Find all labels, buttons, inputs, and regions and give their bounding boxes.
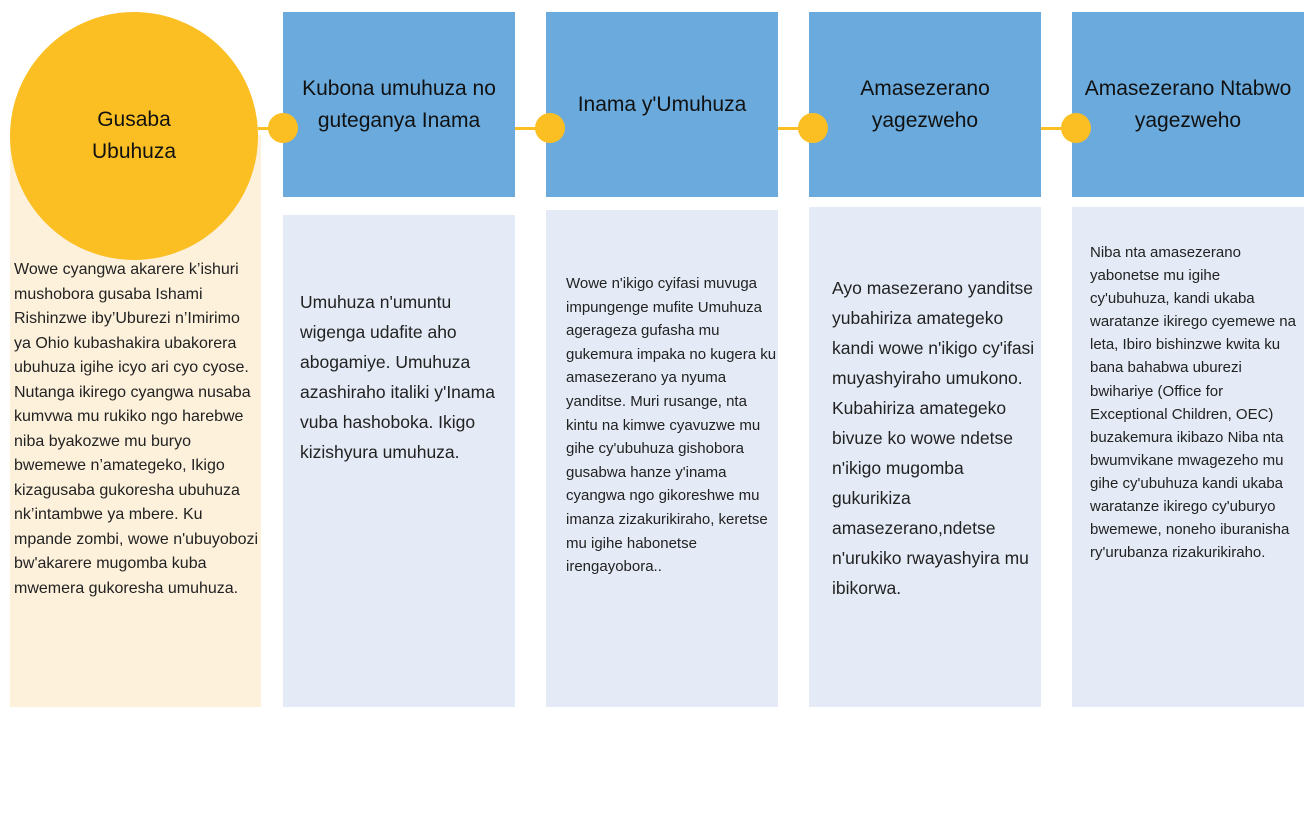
step-1-circle	[10, 12, 258, 260]
step-4-title: Amasezerano yagezweho	[860, 76, 990, 132]
step-1-text: Wowe cyangwa akarere k’ishuri mushobora gusaba Ishami Rishinzwe iby’Uburezi n’Imirimo ya Ohio kubashakira ubakorera ubuhuza igihe icyo ari cyo cyose. Nutanga ikirego cyangwa nusaba kumvwa mu rukiko ngo harebwe niba byakozwe mu buryo bwemewe n’amategeko, Ikigo kizagusaba gukoresha ubuhuza nk’intambwe ya mbere. Ku mpande zombi, wowe n'ubuyobozi bw'akarere mugomba kuba mwemera gukoresha umuhuza.	[14, 261, 259, 597]
step-3-text: Wowe n'ikigo cyifasi muvuga impungenge mufite Umuhuza agerageza gufasha mu gukemura impaka no kugera ku amasezerano ya nyuma yanditse. Muri rusange, nta kintu na kimwe cyavuzwe mu gihe cy'ubuhuza gishobora gusabwa hanze y'inama cyangwa ngo gikoreshwe mu imanza zizakurikiraho, keretse mu igihe habonetse irengayobora..	[566, 275, 777, 576]
step-2-text: Umuhuza n'umuntu wigenga udafite aho abogamiye. Umuhuza azashiraho italiki y'Inama vuba hashoboka. Ikigo kizishyura umuhuza.	[300, 292, 495, 462]
step-1-title: Gusaba Ubuhuza	[91, 108, 177, 163]
connector-dot-4	[1061, 113, 1091, 143]
step-3-title: Inama y'Umuhuza	[577, 92, 747, 116]
step-2-header	[283, 12, 515, 197]
connector-dot-1	[268, 113, 298, 143]
connector-dot-2	[535, 113, 565, 143]
step-3-header	[546, 12, 778, 197]
step-5-title: Amasezerano Ntabwo yagezweho	[1084, 76, 1292, 132]
step-2-title: Kubona umuhuza no guteganya Inama	[302, 76, 496, 132]
step-4-header	[809, 12, 1041, 197]
step-4-text: Ayo masezerano yanditse yubahiriza amategeko kandi wowe n'ikigo cy'ifasi muyashyiraho umukono. Kubahiriza amategeko bivuze ko wowe ndetse n'ikigo mugomba gukurikiza amasezerano,ndetse n'urukiko rwayashyira mu ibikorwa.	[832, 278, 1035, 598]
connector-dot-3	[798, 113, 828, 143]
step-5-text: Niba nta amasezerano yabonetse mu igihe cy'ubuhuza, kandi ukaba waratanze ikirego cyemewe na leta, Ibiro bishinzwe kwita ku bana bahabwa uburezi bwihariye (Office for Exceptional Children, OEC) buzakemura ikibazo Niba nta bwumvikane mwagezeho mu gihe cy'ubuhuza kandi ukaba waratanze ikirego cy'uburyo bwemewe, noneho iburanisha ry'urubanza rizakurikiraho.	[1090, 244, 1296, 562]
step-5-header	[1072, 12, 1304, 197]
